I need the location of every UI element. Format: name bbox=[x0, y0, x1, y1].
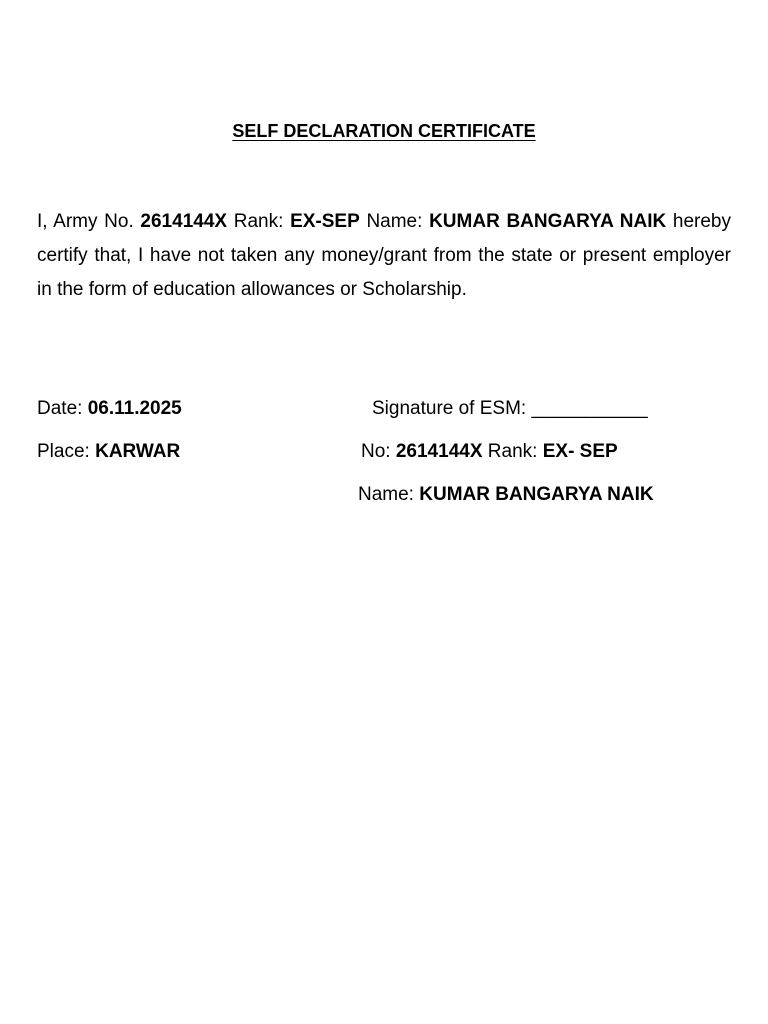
certificate-title: SELF DECLARATION CERTIFICATE bbox=[232, 121, 536, 141]
declaration-name-label: Name: bbox=[366, 211, 423, 232]
declaration-intro: I, Army No. bbox=[37, 211, 134, 232]
name-label: Name: bbox=[358, 484, 414, 505]
rank-value: EX- SEP bbox=[542, 441, 618, 462]
declaration-rank: EX-SEP bbox=[290, 211, 360, 232]
declaration-rank-label: Rank: bbox=[233, 211, 284, 232]
declaration-army-number: 2614144X bbox=[140, 211, 228, 232]
name-value: KUMAR BANGARYA NAIK bbox=[419, 484, 654, 505]
signature-line bbox=[372, 397, 648, 421]
place-value: KARWAR bbox=[95, 441, 181, 462]
date-label: Date: bbox=[37, 398, 83, 419]
number-rank-line bbox=[361, 440, 618, 464]
date-line bbox=[37, 397, 182, 421]
place-line bbox=[37, 440, 180, 464]
declaration-body: hereby certify that, I have not taken any money/grant from the state or present employer in the form of education allowances or Scholarship. bbox=[37, 211, 731, 300]
declaration-paragraph bbox=[37, 205, 731, 307]
name-line bbox=[358, 483, 654, 507]
number-value: 2614144X bbox=[395, 441, 483, 462]
date-value: 06.11.2025 bbox=[87, 398, 182, 419]
rank-label: Rank: bbox=[487, 441, 538, 462]
declaration-name: KUMAR BANGARYA NAIK bbox=[429, 211, 667, 232]
place-label: Place: bbox=[37, 441, 90, 462]
signature-label: Signature of ESM: ___________ bbox=[372, 398, 648, 419]
number-label: No: bbox=[361, 441, 391, 462]
